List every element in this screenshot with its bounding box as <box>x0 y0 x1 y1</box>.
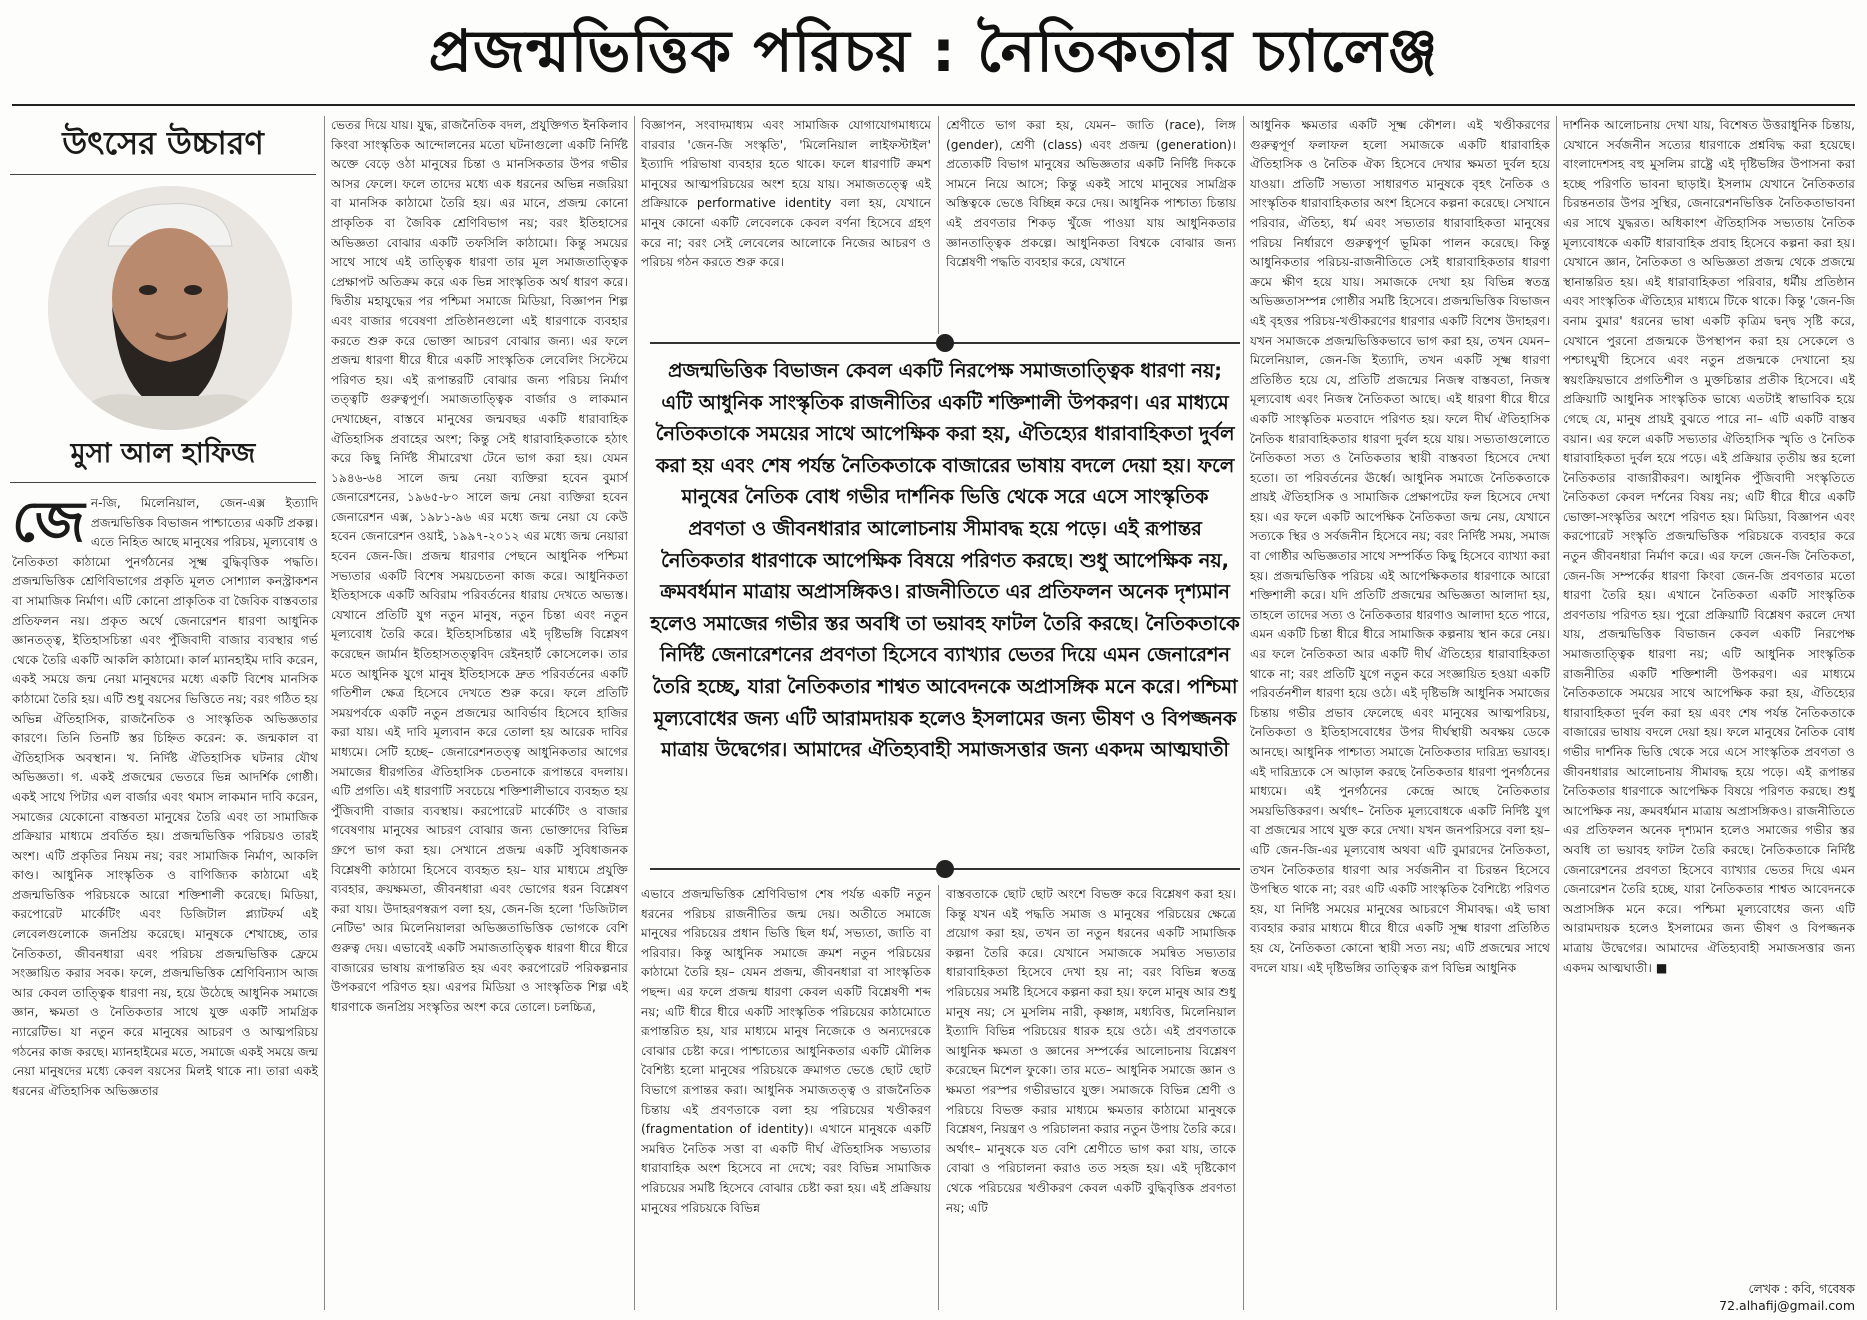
author-credit <box>1530 1280 1855 1314</box>
column-1 <box>12 494 318 1312</box>
pull-quote: প্রজন্মভিত্তিক বিভাজন কেবল একটি নিরপেক্ষ সমাজতাত্ত্বিক ধারণা নয়; এটি আধুনিক সাংস্কৃতিক রাজনীতির একটি শক্তিশালী উপকরণ। এর মাধ্যমে নৈতিকতাকে সময়ের সাথে আপেক্ষিক করা হয়, ঐতিহ্যের ধারাবাহিকতা দুর্বল করা হয় এবং শেষ পর্যন্ত নৈতিকতাকে বাজারের ভাষায় বদলে দেয়া হয়। ফলে মানুষের নৈতিক বোধ গভীর দার্শনিক ভিত্তি থেকে সরে এসে সাংস্কৃতিক প্রবণতা ও জীবনধারার আলোচনায় সীমাবদ্ধ হয়ে পড়ে। এই রূপান্তর নৈতিকতার ধারণাকে আপেক্ষিক বিষয়ে পরিণত করছে। শুধু আপেক্ষিক নয়, ক্রমবর্ধমান মাত্রায় অপ্রাসঙ্গিকও। রাজনীতিতে এর প্রতিফলন অনেক দৃশ্যমান হলেও সমাজের গভীর স্তর অবধি তা ভয়াবহ ফাটল তৈরি করছে। নৈতিকতাকে নির্দিষ্ট জেনারেশনের প্রবণতা হিসেবে ব্যাখ্যার ভেতর দিয়ে এমন জেনারেশন তৈরি হচ্ছে, যারা নৈতিকতার শাশ্বত আবেদনকে অপ্রাসঙ্গিক মনে করে। পশ্চিমা মূল্যবোধের জন্য এটি আরামদায়ক হলেও ইসলামের জন্য ভীষণ ও বিপজ্জনক মাত্রায় উদ্বেগের। আমাদের ঐতিহ্যবাহী সমাজসত্তার জন্য একদম আত্মঘাতী <box>650 359 1240 762</box>
credit-role: লেখক : কবি, গবেষক <box>1748 1281 1855 1296</box>
pull-quote-dot-bottom <box>936 860 954 878</box>
pull-quote-dot-top <box>936 334 954 352</box>
author-divider <box>10 482 316 483</box>
column-4-top <box>946 116 1236 334</box>
credit-email: 72.alhafij@gmail.com <box>1719 1298 1855 1313</box>
page-title: প্রজন্মভিত্তিক পরিচয় : নৈতিকতার চ্যালেঞ্জ <box>428 17 1439 85</box>
column-6-text: দার্শনিক আলোচনায় দেখা যায়, বিশেষত উত্তরাধুনিক চিন্তায়, যেখানে সর্বজনীন সত্যের ধারণাকে প্রশ্নবিদ্ধ করা হয়েছে। বাংলাদেশসহ বহু মুসলিম রাষ্ট্রে এই দৃষ্টিভঙ্গির উপাসনা করা হচ্ছে পরিণতি ভাবনা ছাড়াই। ইসলাম যেখানে নৈতিকতার চিরন্তনতার উপর সুস্থির, জেনারেশনভিত্তিক নৈতিকতাভাবনা এর সাথে যুদ্ধরত। অধিকাংশ ঐতিহাসিক সভ্যতায় নৈতিক মূল্যবোধকে একটি ধারাবাহিক প্রবাহ হিসেবে কল্পনা করা হয়। যেখানে জ্ঞান, নৈতিকতা ও অভিজ্ঞতা প্রজন্ম থেকে প্রজন্মে স্থানান্তরিত হয়। এই ধারাবাহিকতা পরিবার, ধর্মীয় প্রতিষ্ঠান এবং সাংস্কৃতিক ঐতিহ্যের মাধ্যমে টিকে থাকে। কিন্তু 'জেন-জি বনাম বুমার' ধরনের ভাষা একটি কৃত্রিম দ্বন্দ্ব সৃষ্টি করে, যেখানে পুরনো প্রজন্মকে উপস্থাপন করা হয় সেকেলে ও পশ্চাৎমুখী হিসেবে এবং নতুন প্রজন্মকে দেখানো হয় স্বয়ংক্রিয়ভাবে প্রগতিশীল ও মুক্তচিন্তার প্রতীক হিসেবে। এই প্রক্রিয়াটি আধুনিক সাংস্কৃতিক ভাষ্যে এতটাই স্বাভাবিক হয়ে গেছে যে, মানুষ প্রায়ই বুঝতে পারে না– এটি একটি বাস্তব বয়ান। এর ফলে একটি সভ্যতার ঐতিহাসিক স্মৃতি ও নৈতিক ধারাবাহিকতা দুর্বল হয়ে পড়ে। এই প্রক্রিয়ার তৃতীয় স্তর হলো নৈতিকতার বাজারীকরণ। আধুনিক পুঁজিবাদী সংস্কৃতিতে নৈতিকতা কেবল দর্শনের বিষয় নয়; এটি ধীরে ধীরে একটি ভোক্তা-সংস্কৃতির অংশে পরিণত হয়। মিডিয়া, বিজ্ঞাপন এবং করপোরেট সংস্কৃতি প্রজন্মভিত্তিক পরিচয়কে ব্যবহার করে নতুন জীবনধারা নির্মাণ করে। এর ফলে জেন-জি নৈতিকতা, জেন-জি সম্পর্কের ধারণা কিংবা জেন-জি প্রবণতার মতো ধারণা তৈরি হয়। এখানে নৈতিকতা একটি সাংস্কৃতিক প্রবণতায় পরিণত হয়। পুরো প্রক্রিয়াটি বিশ্লেষণ করলে দেখা যায়, প্রজন্মভিত্তিক বিভাজন কেবল একটি নিরপেক্ষ সমাজতাত্ত্বিক ধারণা নয়; এটি আধুনিক সাংস্কৃতিক রাজনীতির একটি শক্তিশালী উপকরণ। এর মাধ্যমে নৈতিকতাকে সময়ের সাথে আপেক্ষিক করা হয়, ঐতিহ্যের ধারাবাহিকতা দুর্বল করা হয় এবং শেষ পর্যন্ত নৈতিকতাকে বাজারের ভাষায় বদলে দেয়া হয়। ফলে মানুষের নৈতিক বোধ গভীর দার্শনিক ভিত্তি থেকে সরে এসে সাংস্কৃতিক প্রবণতা ও জীবনধারার আলোচনায় সীমাবদ্ধ হয়ে পড়ে। এই রূপান্তর নৈতিকতার ধারণাকে আপেক্ষিক বিষয়ে পরিণত করছে। শুধু আপেক্ষিক নয়, ক্রমবর্ধমান মাত্রায় অপ্রাসঙ্গিকও। রাজনীতিতে এর প্রতিফলন অনেক দৃশ্যমান হলেও সমাজের গভীর স্তর অবধি তা ভয়াবহ ফাটল তৈরি করছে। নৈতিকতাকে নির্দিষ্ট জেনারেশনের প্রবণতা হিসেবে ব্যাখ্যার ভেতর দিয়ে এমন জেনারেশন তৈরি হচ্ছে, যারা নৈতিকতার শাশ্বত আবেদনকে অপ্রাসঙ্গিক মনে করে। পশ্চিমা মূল্যবোধের জন্য এটি আরামদায়ক হলেও ইসলামের জন্য ভীষণ ও বিপজ্জনক মাত্রায় উদ্বেগের। আমাদের ঐতিহ্যবাহী সমাজসত্তার জন্য একদম আত্মঘাতী। ■ <box>1563 118 1855 975</box>
column-3-top-text: বিজ্ঞাপন, সংবাদমাধ্যম এবং সামাজিক যোগাযোগমাধ্যমে বারবার 'জেন-জি সংস্কৃতি', 'মিলেনিয়াল লাইফস্টাইল' ইত্যাদি পরিভাষা ব্যবহার হতে থাকে। ফলে ধারণাটি ক্রমশ মানুষের আত্মপরিচয়ের অংশ হয়ে যায়। সমাজতত্ত্বে এই প্রক্রিয়াকে performative identity বলা হয়, যেখানে মানুষ কোনো একটি লেবেলকে কেবল বর্ণনা হিসেবে গ্রহণ করে না; বরং সেই লেবেলের আলোকে নিজের আচরণ ও পরিচয় গঠন করতে শুরু করে। <box>641 118 931 270</box>
column-divider <box>938 885 939 1310</box>
column-4-top-text: শ্রেণীতে ভাগ করা হয়, যেমন– জাতি (race), লিঙ্গ (gender), শ্রেণী (class) এবং প্রজন্ম (generation)। প্রত্যেকটি বিভাগ মানুষের অভিজ্ঞতার একটি নির্দিষ্ট দিককে সামনে নিয়ে আসে; কিন্তু একই সাথে মানুষের সামগ্রিক অস্তিত্বকে ভেঙে বিচ্ছিন্ন করে দেয়। আধুনিক পাশ্চাত্য চিন্তায় এই প্রবণতার শিকড় খুঁজে পাওয়া যায় আধুনিকতার জ্ঞানতাত্ত্বিক প্রকল্পে। আধুনিকতা বিশ্বকে বোঝার জন্য বিশ্লেষণী পদ্ধতি ব্যবহার করে, যেখানে <box>946 118 1236 270</box>
column-4-bottom <box>946 885 1236 1312</box>
column-3-bottom <box>641 885 931 1312</box>
kicker-divider <box>10 174 316 175</box>
column-2-text: ভেতর দিয়ে যায়। যুদ্ধ, রাজনৈতিক বদল, প্রযুক্তিগত ইনকিলাব কিংবা সাংস্কৃতিক আন্দোলনের মতো ঘটনাগুলো একটি নির্দিষ্ট অক্তে বেড়ে ওঠা মানুষের চিন্তা ও মানসিকতার উপর গভীর আসর ফেলে। ফলে তাদের মধ্যে এক ধরনের অভিন্ন নজরিয়া বা মানসিক কাঠামো তৈরি হয়। এর মানে, প্রজন্ম কোনো প্রাকৃতিক বা জৈবিক শ্রেণিবিভাগ নয়; বরং ইতিহাসের অভিজ্ঞতা বোঝার একটি তফসিলি কাঠামো। কিন্তু সময়ের সাথে সাথে এই তাত্ত্বিক ধারণা তার মূল সমাজতাত্ত্বিক প্রেক্ষাপট অতিক্রম করে এক ভিন্ন সাংস্কৃতিক অর্থ ধারণ করে। দ্বিতীয় মহাযুদ্ধের পর পশ্চিমা সমাজে মিডিয়া, বিজ্ঞাপন শিল্প এবং বাজার গবেষণা প্রতিষ্ঠানগুলো এই ধারণাকে ব্যবহার করতে শুরু করে ভোক্তা আচরণ বোঝার জন্য। এর ফলে প্রজন্ম ধারণা ধীরে ধীরে একটি সাংস্কৃতিক লেবেলিং সিস্টেমে পরিণত হয়। এই রূপান্তরটি বোঝার জন্য পরিচয় নির্মাণ তত্ত্বটি গুরুত্বপূর্ণ। সমাজতাত্ত্বিক বার্জার ও লাকমান দেখাচ্ছেন, বাস্তবে মানুষের জন্মবছর একটি ধারাবাহিক ঐতিহাসিক প্রবাহের অংশ; কিন্তু সেই ধারাবাহিকতাকে হঠাৎ করে কিছু নির্দিষ্ট সীমারেখা টেনে ভাগ করা হয়। যেমন ১৯৪৬-৬৪ সালে জন্ম নেয়া ব্যক্তিরা হবেন বুমার্স জেনারেশনের, ১৯৬৫-৮০ সালে জন্ম নেয়া ব্যক্তিরা হবেন জেনারেশন এক্স, ১৯৮১-৯৬ এর মধ্যে জন্ম নেয়া যে কেউ হবেন জেনারেশন ওয়াই, ১৯৯৭-২০১২ এর মধ্যে জন্ম নেয়ারা হবেন জেন-জি। প্রজন্ম ধারণার পেছনে আধুনিক পশ্চিমা সভ্যতার একটি বিশেষ সময়চেতনা কাজ করে। আধুনিকতা ইতিহাসকে একটি অবিরাম পরিবর্তনের ধারায় দেখতে অভ্যস্ত। যেখানে প্রতিটি যুগ নতুন মানুষ, নতুন চিন্তা এবং নতুন মূল্যবোধ তৈরি করে। ইতিহাসচিন্তার এই দৃষ্টিভঙ্গি বিশ্লেষণ করেছেন জার্মান ইতিহাসতত্ত্ববিদ রেইনহার্ট কোসেলেক। তার মতে আধুনিক যুগে মানুষ ইতিহাসকে দ্রুত পরিবর্তনের একটি গতিশীল ক্ষেত্র হিসেবে দেখতে শুরু করে। ফলে প্রতিটি সময়পর্বকে একটি নতুন প্রজন্মের আবির্ভাব হিসেবে হাজির করা যায়। এই দাবি মূল্যবান করে তোলা হয় আরেক দাবির মাধ্যমে। সেটি হচ্ছে– জেনারেশনতত্ত্ব আধুনিকতার আগের সমাজের ধীরগতির ঐতিহাসিক চেতনাকে রূপান্তরে বদলায়। এটি প্রগতি। এই ধারণাটি সবচেয়ে শক্তিশালীভাবে ব্যবহৃত হয় পুঁজিবাদী বাজার ব্যবস্থায়। করপোরেট মার্কেটিং ও বাজার গবেষণায় মানুষের আচরণ বোঝার জন্য ভোক্তাদের বিভিন্ন গ্রুপে ভাগ করা হয়। সেখানে প্রজন্ম একটি সুবিধাজনক বিশ্লেষণী কাঠামো হিসেবে ব্যবহৃত হয়– যার মাধ্যমে প্রযুক্তি ব্যবহার, ক্রয়ক্ষমতা, জীবনধারা এবং ভোগের ধরন বিশ্লেষণ করা যায়। উদাহরণস্বরূপ বলা হয়, জেন-জি হলো 'ডিজিটাল নেটিভ' আর মিলেনিয়ালরা অভিজ্ঞতাভিত্তিক ভোগকে বেশি গুরুত্ব দেয়। এভাবেই একটি সমাজতাত্ত্বিক ধারণা ধীরে ধীরে বাজারের ভাষায় রূপান্তরিত হয় এবং করপোরেট পরিকল্পনার উপকরণে পরিণত হয়। এরপর মিডিয়া ও সাংস্কৃতিক শিল্প এই ধারণাকে জনপ্রিয় সংস্কৃতির অংশ করে তোলে। চলচ্চিত্র, <box>331 118 628 1014</box>
column-3-bottom-text: এভাবে প্রজন্মভিত্তিক শ্রেণিবিভাগ শেষ পর্যন্ত একটি নতুন ধরনের পরিচয় রাজনীতির জন্ম দেয়। অতীতে সমাজে মানুষের পরিচয়ের প্রধান ভিত্তি ছিল ধর্ম, সভ্যতা, জাতি বা পরিবার। কিন্তু আধুনিক সমাজে ক্রমশ নতুন পরিচয়ের কাঠামো তৈরি হয়– যেমন প্রজন্ম, জীবনধারা বা সাংস্কৃতিক পছন্দ। এর ফলে প্রজন্ম ধারণা কেবল একটি বিশ্লেষণী শব্দ নয়; এটি ধীরে ধীরে একটি সাংস্কৃতিক পরিচয়ের কাঠামোতে রূপান্তরিত হয়, যার মাধ্যমে মানুষ নিজেকে ও অন্যদেরকে বোঝার চেষ্টা করে। পাশ্চাত্যের আধুনিকতার একটি মৌলিক বৈশিষ্ট্য হলো মানুষের পরিচয়কে ক্রমাগত ভেঙে ছোট ছোট বিভাগে রূপান্তর করা। আধুনিক সমাজতত্ত্ব ও রাজনৈতিক চিন্তায় এই প্রবণতাকে বলা হয় পরিচয়ের খণ্ডীকরণ (fragmentation of identity)। এখানে মানুষকে একটি সমন্বিত নৈতিক সত্তা বা একটি দীর্ঘ ঐতিহাসিক সভ্যতার ধারাবাহিক অংশ হিসেবে না দেখে; বরং বিভিন্ন সামাজিক পরিচয়ের সমষ্টি হিসেবে বোঝার চেষ্টা করা হয়। এই প্রক্রিয়ায় মানুষের পরিচয়কে বিভিন্ন <box>641 887 931 1215</box>
column-6 <box>1563 116 1855 1274</box>
column-divider <box>634 116 635 1310</box>
column-divider <box>938 116 939 334</box>
column-divider <box>1243 116 1244 1310</box>
column-kicker: উৎসের উচ্চারণ <box>62 124 264 162</box>
column-1-text: ন-জি, মিলেনিয়াল, জেন-এক্স ইত্যাদি প্রজন্মভিত্তিক বিভাজন পাশ্চাত্যের একটি প্রকল্প। এতে নিহিত আছে মানুষের পরিচয়, মূল্যবোধ ও নৈতিকতা কাঠামো পুনর্গঠনের সূক্ষ্ম বুদ্ধিবৃত্তিক পদ্ধতি। প্রজন্মভিত্তিক শ্রেণিবিভাগের প্রকৃতি মূলত সোশ্যাল কনস্ট্রাকশন বা সামাজিক নির্মাণ। এটি কোনো প্রাকৃতিক বা জৈবিক বাস্তবতার প্রতিফলন নয়। প্রকৃত অর্থে জেনারেশন ধারণা আধুনিক জ্ঞানতত্ত্ব, ইতিহাসচিন্তা এবং পুঁজিবাদী বাজার ব্যবস্থার গর্ভ থেকে তৈরি একটি আকলি কাঠামো। কার্ল ম্যানহাইম দাবি করেন, একই সময়ে জন্ম নেয়া মানুষদের মধ্যে একটি বিশেষ মানসিক কাঠামো তৈরি হয়। এটি শুধু বয়সের ভিত্তিতে নয়; বরং গঠিত হয় অভিন্ন ঐতিহাসিক, রাজনৈতিক ও সাংস্কৃতিক অভিজ্ঞতার কারণে। তিনি তিনটি স্তর চিহ্নিত করেন: ক. জন্মকাল বা ঐতিহাসিক অবস্থান। খ. নির্দিষ্ট ঐতিহাসিক ঘটনার যৌথ অভিজ্ঞতা। গ. একই প্রজন্মের ভেতরে ভিন্ন আদর্শিক গোষ্ঠী। একই সাথে পিটার এল বার্জার এবং থমাস লাকমান দাবি করেন, সমাজের যেকোনো বাস্তবতা মানুষের তৈরি এবং তা সামাজিক প্রক্রিয়ার মাধ্যমে প্রবর্তিত হয়। প্রজন্মভিত্তিক পরিচয়ও তারই অংশ। এটি প্রকৃতির নিয়ম নয়; বরং সামাজিক নির্মাণ, আকলি কাণ্ড। আধুনিক সাংস্কৃতিক ও বাণিজ্যিক কাঠামো এই প্রজন্মভিত্তিক পরিচয়কে আরো শক্তিশালী করেছে। মিডিয়া, করপোরেট মার্কেটিং এবং ডিজিটাল প্ল্যাটফর্ম এই লেবেলগুলোকে জনপ্রিয় করেছে। মানুষকে শেখাচ্ছে, তার নৈতিকতা, জীবনধারা এবং পরিচয় প্রজন্মভিত্তিক ফ্রেমে সংজ্ঞায়িত করার সবক। ফলে, প্রজন্মভিত্তিক শ্রেণিবিন্যাস আজ আর কেবল তাত্ত্বিক ধারণা নয়, হয়ে উঠেছে আধুনিক সমাজে জ্ঞান, ক্ষমতা ও নৈতিকতার সাথে যুক্ত একটি সামগ্রিক ন্যারেটিভ। যা নতুন করে মানুষের আচরণ ও আত্মপরিচয় গঠনের কাজ করছে। ম্যানহাইমের মতে, সমাজে একই সময়ে জন্ম নেয়া মানুষদের মধ্যে কেবল বয়সের মিলই থাকে না। তারা একই ধরনের ঐতিহাসিক অভিজ্ঞতার <box>12 496 318 1098</box>
column-divider <box>1556 116 1557 1310</box>
author-name: মুসা আল হাফিজ <box>70 438 256 469</box>
author-portrait <box>48 186 292 430</box>
author-photo-icon <box>48 186 292 430</box>
column-3-top <box>641 116 931 334</box>
column-5-text: আধুনিক ক্ষমতার একটি সূক্ষ্ম কৌশল। এই খণ্ডীকরণের গুরুত্বপূর্ণ ফলাফল হলো সমাজকে একটি ধারাবাহিক ঐতিহাসিক ও নৈতিক ঐক্য হিসেবে দেখার ক্ষমতা দুর্বল হয়ে যাওয়া। প্রতিটি সভ্যতা সাধারণত মানুষকে বৃহৎ নৈতিক ও সাংস্কৃতিক ধারাবাহিকতার অংশ হিসেবে কল্পনা করেছে। সেখানে পরিবার, ঐতিহ্য, ধর্ম এবং সভ্যতার ধারাবাহিকতা মানুষের পরিচয় নির্ধারণে গুরুত্বপূর্ণ ভূমিকা পালন করেছে। কিন্তু আধুনিকতার পরিচয়-রাজনীতিতে সেই ধারাবাহিকতার ধারণা ক্রমে ক্ষীণ হয়ে যায়। সমাজকে দেখা হয় বিভিন্ন স্বতন্ত্র অভিজ্ঞতাসম্পন্ন গোষ্ঠীর সমষ্টি হিসেবে। প্রজন্মভিত্তিক বিভাজন এই বৃহত্তর পরিচয়-খণ্ডীকরণের ধারণার একটি বিশেষ উদাহরণ। যখন সমাজকে প্রজন্মভিত্তিকভাবে ভাগ করা হয়, তখন যেমন– মিলেনিয়াল, জেন-জি ইত্যাদি, তখন একটি সূক্ষ্ম ধারণা প্রতিষ্ঠিত হয়ে যে, প্রতিটি প্রজন্মের নিজস্ব বাস্তবতা, নিজস্ব মূল্যবোধ এবং নিজস্ব নৈতিকতা আছে। এই ধারণা ধীরে ধীরে একটি সাংস্কৃতিক মতবাদে পরিণত হয়। ফলে দীর্ঘ ঐতিহাসিক নৈতিক ধারাবাহিকতার ধারণা দুর্বল হয়ে যায়। সভ্যতাগুলোতে নৈতিকতা সত্য ও নৈতিকতার স্থায়ী বাস্তবতা হিসেবে দেখা হতো। তা পরিবর্তনের ঊর্ধ্বে। আধুনিক সমাজে নৈতিকতাকে প্রায়ই ঐতিহাসিক ও সামাজিক প্রেক্ষাপটের ফল হিসেবে দেখা হয়। এর ফলে একটি আপেক্ষিক নৈতিকতা জন্ম নেয়, যেখানে সত্যকে স্থির ও সর্বজনীন হিসেবে নয়; বরং নির্দিষ্ট সময়, সমাজ বা গোষ্ঠীর অভিজ্ঞতার সাথে সম্পর্কিত কিছু হিসেবে ব্যাখ্যা করা হয়। প্রজন্মভিত্তিক পরিচয় এই আপেক্ষিকতার ধারণাকে আরো শক্তিশালী করে। যদি প্রতিটি প্রজন্মের অভিজ্ঞতা আলাদা হয়, তাহলে তাদের সত্য ও নৈতিকতার ধারণাও আলাদা হতে পারে, এমন একটি চিন্তা ধীরে ধীরে সামাজিক কল্পনায় স্থান করে নেয়। এর ফলে নৈতিকতা আর একটি দীর্ঘ ঐতিহ্যের ধারাবাহিকতা থাকে না; বরং প্রতিটি যুগে নতুন করে সংজ্ঞায়িত হওয়া একটি পরিবর্তনশীল ধারণা হয়ে ওঠে। এই দৃষ্টিভঙ্গি আধুনিক সমাজের চিন্তায় গভীর প্রভাব ফেলেছে এবং মানুষের আত্মপরিচয়, নৈতিকতা ও ইতিহাসবোধের উপর দীর্ঘস্থায়ী অবক্ষয় ডেকে আনছে। আধুনিক পাশ্চাত্য সমাজে নৈতিকতার দারিদ্র্য ভয়াবহ। এই দারিদ্র্যকে সে আড়াল করছে নৈতিকতার ধারণা পুনর্গঠনের মাধ্যমে। এই পুনর্গঠনের কেন্দ্রে আছে নৈতিকতার সময়ভিত্তিকরণ। অর্থাৎ– নৈতিক মূল্যবোধকে একটি নির্দিষ্ট যুগ বা প্রজন্মের সাথে যুক্ত করে দেখা। যখন জনপরিসরে বলা হয়– এটি জেন-জি-এর মূল্যবোধ অথবা এটি বুমারদের নৈতিকতা, তখন নৈতিকতার ধারণা আর সর্বজনীন বা চিরন্তন হিসেবে উপস্থিত থাকে না; বরং এটি একটি সাংস্কৃতিক বৈশিষ্ট্যে পরিণত হয়, যা নির্দিষ্ট সময়ের মানুষের আচরণে সীমাবদ্ধ। এই ভাষা ব্যবহার করার মাধ্যমে ধীরে ধীরে একটি সূক্ষ্ম ধারণা প্রতিষ্ঠিত হয় যে, নৈতিকতা কোনো স্থায়ী সত্য নয়; এটি প্রজন্মের সাথে বদলে যায়। এই দৃষ্টিভঙ্গির তাত্ত্বিক রূপ বিভিন্ন আধুনিক <box>1250 118 1550 975</box>
title-rule <box>12 104 1855 106</box>
drop-cap: জে <box>12 494 85 555</box>
column-2 <box>331 116 628 1312</box>
column-5 <box>1250 116 1550 1312</box>
column-4-bottom-text: বাস্তবতাকে ছোট ছোট অংশে বিভক্ত করে বিশ্লেষণ করা হয়। কিন্তু যখন এই পদ্ধতি সমাজ ও মানুষের পরিচয়ের ক্ষেত্রে প্রয়োগ করা হয়, তখন তা নতুন ধরনের একটি সামাজিক কল্পনা তৈরি করে। যেখানে সমাজকে সমন্বিত সভ্যতার ধারাবাহিকতা হিসেবে দেখা হয় না; বরং বিভিন্ন স্বতন্ত্র পরিচয়ের সমষ্টি হিসেবে কল্পনা করা হয়। ফলে মানুষ আর শুধু মানুষ নয়; সে মুসলিম নারী, কৃষ্ণাঙ্গ, মধ্যবিত্ত, মিলেনিয়াল ইত্যাদি বিভিন্ন পরিচয়ের ধারক হয়ে ওঠে। এই প্রবণতাকে আধুনিক ক্ষমতা ও জ্ঞানের সম্পর্কের আলোচনায় বিশ্লেষণ করেছেন মিশেল ফুকো। তার মতে– আধুনিক সমাজে জ্ঞান ও ক্ষমতা পরস্পর গভীরভাবে যুক্ত। সমাজকে বিভিন্ন শ্রেণী ও পরিচয়ে বিভক্ত করার মাধ্যমে ক্ষমতার কাঠামো মানুষকে বিশ্লেষণ, নিয়ন্ত্রণ ও পরিচালনা করার নতুন উপায় তৈরি করে। অর্থাৎ– মানুষকে যত বেশি শ্রেণীতে ভাগ করা যায়, তাকে বোঝা ও পরিচালনা করাও তত সহজ হয়। এই দৃষ্টিকোণ থেকে পরিচয়ের খণ্ডীকরণ কেবল একটি বুদ্ধিবৃত্তিক প্রবণতা নয়; এটি <box>946 887 1236 1215</box>
column-divider <box>324 116 325 1310</box>
